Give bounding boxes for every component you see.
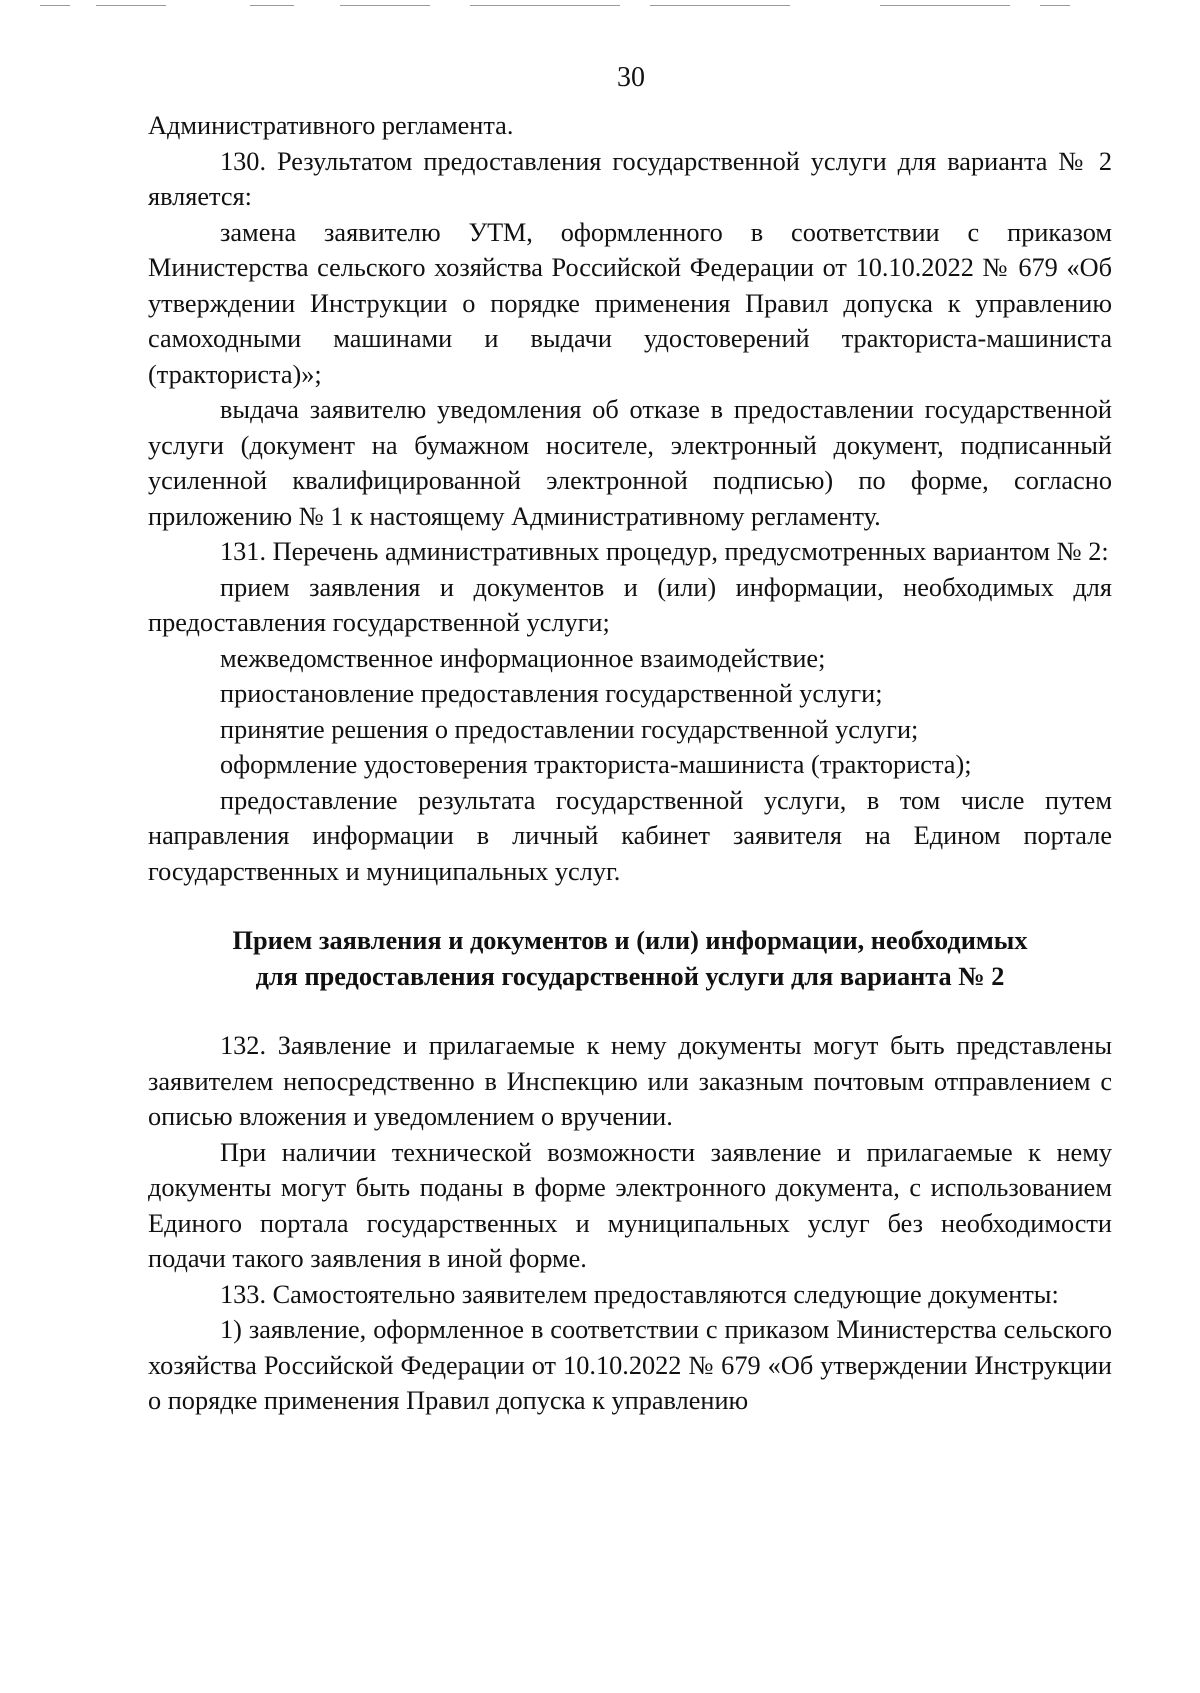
procedure-item-result: предоставление результата государственной услуги, в том числе путем направления информации в личный кабинет заявителя на Едином портале государственных и муниципальных услуг. [148,785,1112,886]
section-heading [148,923,1112,994]
paragraph-133: 133. Самостоятельно заявителем предоставляются следующие документы: [220,1279,1059,1309]
procedure-item-interagency: межведомственное информационное взаимодействие; [220,643,826,673]
procedure-item-decision: принятие решения о предоставлении государственной услуги; [220,714,919,744]
paragraph-131: 131. Перечень административных процедур, предусмотренных вариантом № 2: [220,537,1109,566]
document-item-1: 1) заявление, оформленное в соответствии с приказом Министерства сельского хозяйства Российской Федерации от 10.10.2022 № 679 «Об утверждении Инструкции о порядке применения Правил допуска к управлению [148,1315,1112,1415]
procedure-item-receipt: прием заявления и документов и (или) информации, необходимых для предоставления государственной услуги; [148,572,1112,637]
paragraph-replacement: замена заявителю УТМ, оформленного в соответствии с приказом Министерства сельского хозяйства Российской Федерации от 10.10.2022 № 679 «Об утверждении Инструкции о порядке применения Правил допуска к управлению самоходными машинами и выдачи удостоверений тракториста-машиниста (тракториста)»; [148,217,1112,389]
document-body [148,108,1112,1419]
paragraph-electronic-submission: При наличии технической возможности заявление и прилагаемые к нему документы могут быть поданы в форме электронного документа, с использованием Единого портала государственных и муниципальных услуг без необходимости подачи такого заявления в иной форме. [148,1137,1112,1273]
paragraph-130: 130. Результатом предоставления государственной услуги для варианта № 2 является: [148,146,1112,211]
paragraph-132: 132. Заявление и прилагаемые к нему документы могут быть представлены заявителем непосредственно в Инспекцию или заказным почтовым отправлением с описью вложения и уведомлением о вручении. [148,1031,1112,1131]
procedure-item-suspension: приостановление предоставления государственной услуги; [220,679,883,708]
page-number: 30 [617,62,645,93]
paragraph-refusal-notice: выдача заявителю уведомления об отказе в предоставлении государственной услуги (документ на бумажном носителе, электронный документ, подписанный усиленной квалифицированной электронной подписью) по форме, согласно приложению № 1 к настоящему Административному регламенту. [148,395,1112,531]
procedure-item-certificate: оформление удостоверения тракториста-машиниста (тракториста); [220,750,972,779]
scan-edge-artifacts [0,0,1200,14]
section-heading-line-2: для предоставления государственной услуги для варианта № 2 [255,961,1005,991]
paragraph-continuation: Административного регламента. [148,111,514,140]
section-heading-line-1: Прием заявления и документов и (или) информации, необходимых [232,926,1028,955]
